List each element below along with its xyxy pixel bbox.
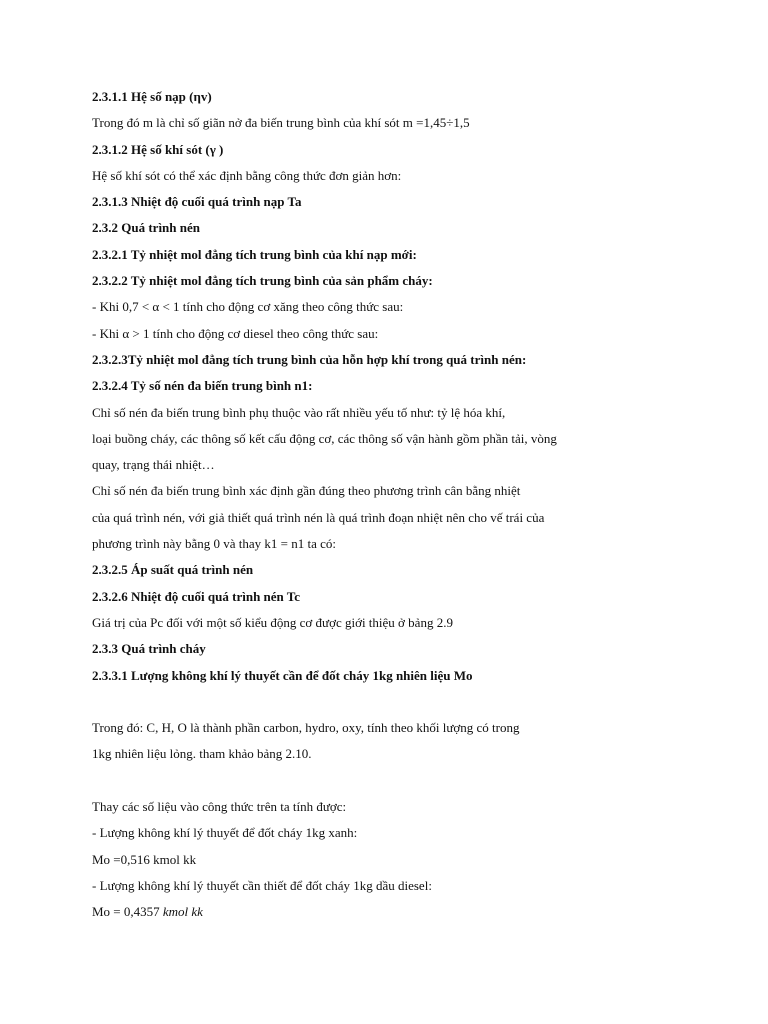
paragraph-line: Chỉ số nén đa biến trung bình phụ thuộc vào rất nhiều yếu tố như: tỷ lệ hóa khí, (92, 404, 506, 420)
paragraph-line: - Lượng không khí lý thuyết cần thiết để đốt cháy 1kg dầu diesel: (92, 877, 432, 893)
paragraph-line: Giá trị của Pc đối với một số kiểu động cơ được giới thiệu ở bảng 2.9 (92, 614, 453, 630)
section-heading: 2.3.2.5 Áp suất quá trình nén (92, 562, 254, 578)
paragraph-line: Thay các số liệu vào công thức trên ta tính được: (92, 799, 347, 815)
paragraph-line: - Khi 0,7 < α < 1 tính cho động cơ xăng theo công thức sau: (92, 299, 404, 315)
paragraph-line: - Khi α > 1 tính cho động cơ diesel theo công thức sau: (92, 325, 379, 341)
formula-result-line (92, 899, 712, 925)
section-heading: 2.3.2 Quá trình nén (92, 220, 200, 236)
paragraph-line: - Lượng không khí lý thuyết để đốt cháy 1kg xanh: (92, 825, 358, 841)
paragraph-line: loại buồng cháy, các thông số kết cấu động cơ, các thông số vận hành gồm phần tải, vòng (92, 430, 557, 446)
paragraph-line: phương trình này bằng 0 và thay k1 = n1 ta có: (92, 536, 337, 552)
blank-line (92, 768, 712, 794)
paragraph-line: quay, trạng thái nhiệt… (92, 457, 215, 473)
paragraph-line: 1kg nhiên liệu lỏng. tham khảo bảng 2.10. (92, 746, 312, 762)
formula-value: Mo = 0,4357 (92, 904, 163, 920)
section-heading: 2.3.2.6 Nhiệt độ cuối quá trình nén Tc (92, 588, 301, 604)
section-heading: 2.3.2.3Tỷ nhiệt mol đẳng tích trung bình của hỗn hợp khí trong quá trình nén: (92, 351, 527, 367)
section-heading: 2.3.1.3 Nhiệt độ cuối quá trình nạp Ta (92, 194, 302, 210)
section-heading: 2.3.1.2 Hệ số khí sót (γ ) (92, 141, 224, 157)
formula-unit: kmol kk (162, 904, 203, 920)
paragraph-line: Mo =0,516 kmol kk (92, 851, 197, 867)
section-heading: 2.3.2.4 Tỷ số nén đa biến trung bình n1: (92, 378, 313, 394)
document-body (92, 84, 712, 873)
section-heading: 2.3.2.2 Tỷ nhiệt mol đẳng tích trung bình của sản phẩm cháy: (92, 273, 433, 289)
paragraph-line: Chỉ số nén đa biến trung bình xác định gần đúng theo phương trình cân bằng nhiệt (92, 483, 521, 499)
section-heading: 2.3.3.1 Lượng không khí lý thuyết cần để đốt cháy 1kg nhiên liệu Mo (92, 667, 473, 683)
section-heading: 2.3.3 Quá trình cháy (92, 641, 206, 657)
paragraph-line: của quá trình nén, với giả thiết quá trình nén là quá trình đoạn nhiệt nên cho vế trái của (92, 509, 545, 525)
paragraph-line: Trong đó m là chỉ số giãn nở đa biến trung bình của khí sót m =1,45÷1,5 (92, 115, 470, 131)
paragraph-line: Trong đó: C, H, O là thành phần carbon, hydro, oxy, tính theo khối lượng có trong (92, 720, 520, 736)
document-page (92, 84, 712, 926)
section-heading: 2.3.1.1 Hệ số nạp (ηv) (92, 89, 212, 104)
section-heading: 2.3.2.1 Tỷ nhiệt mol đẳng tích trung bình của khí nạp mới: (92, 246, 417, 262)
blank-line (92, 689, 712, 715)
paragraph-line: Hệ số khí sót có thể xác định bằng công thức đơn giản hơn: (92, 167, 402, 183)
